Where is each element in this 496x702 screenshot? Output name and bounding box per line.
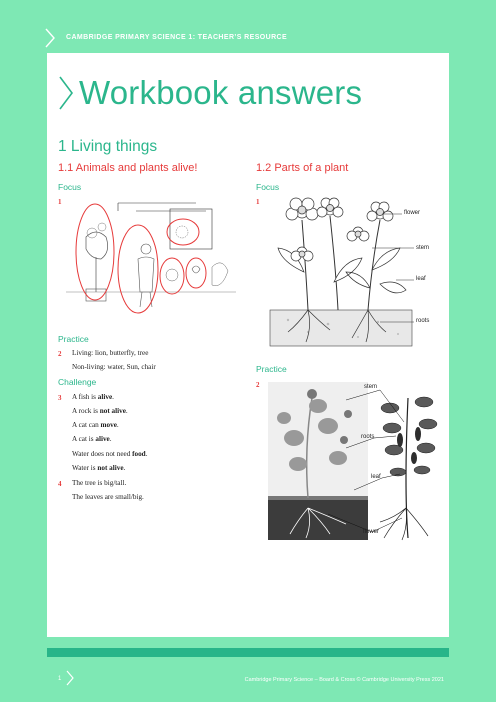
section-heading: 1.1 Animals and plants alive! (58, 162, 198, 174)
chevron-right-icon (66, 670, 74, 686)
plant-parts-illustration (268, 192, 438, 352)
answer-line: Non-living: water, Sun, chair (72, 363, 156, 371)
focus-label: Focus (58, 182, 82, 192)
footer-credit: Cambridge Primary Science – Board & Cross © Cambridge University Press 2021 (244, 677, 444, 683)
label-flower: flower (363, 529, 380, 535)
practice-label: Practice (58, 334, 89, 344)
answer-line: Water does not need food. (72, 450, 148, 458)
answer-line: The leaves are small/big. (72, 493, 144, 501)
question-number: 2 (256, 381, 260, 389)
running-header (0, 0, 496, 53)
answer-line: The tree is big/tall. (72, 479, 127, 487)
answer-line: A fish is alive. (72, 393, 114, 401)
label-roots: roots (361, 434, 375, 440)
label-stem: stem (364, 384, 378, 390)
question-number: 1 (58, 198, 62, 206)
section-heading: 1.2 Parts of a plant (256, 162, 349, 174)
practice-label: Practice (256, 364, 287, 374)
answer-line: Water is not alive. (72, 464, 126, 472)
challenge-label: Challenge (58, 377, 97, 387)
chevron-right-icon (44, 28, 56, 48)
answer-line: A rock is not alive. (72, 407, 128, 415)
unit-heading: 1 Living things (58, 138, 158, 155)
label-leaf: leaf (371, 474, 381, 480)
chevron-right-icon (58, 76, 74, 110)
label-stem: stem (416, 245, 430, 251)
question-number: 4 (58, 480, 62, 488)
question-number: 1 (256, 198, 260, 206)
question-number: 3 (58, 394, 62, 402)
running-title: CAMBRIDGE PRIMARY SCIENCE 1: TEACHER’S RESOURCE (66, 34, 288, 41)
answer-line: Living: lion, butterfly, tree (72, 349, 149, 357)
footer-bar (47, 648, 449, 657)
page-number: 1 (58, 676, 62, 682)
label-leaf: leaf (416, 276, 426, 282)
answer-line: A cat is alive. (72, 435, 112, 443)
answer-line: A cat can move. (72, 421, 119, 429)
question-number: 2 (58, 350, 62, 358)
label-roots: roots (416, 318, 430, 324)
label-flower: flower (404, 210, 421, 216)
living-things-illustration (66, 197, 236, 317)
focus-label: Focus (256, 182, 280, 192)
page-title: Workbook answers (79, 74, 363, 111)
plant-photos-illustration (268, 378, 442, 544)
